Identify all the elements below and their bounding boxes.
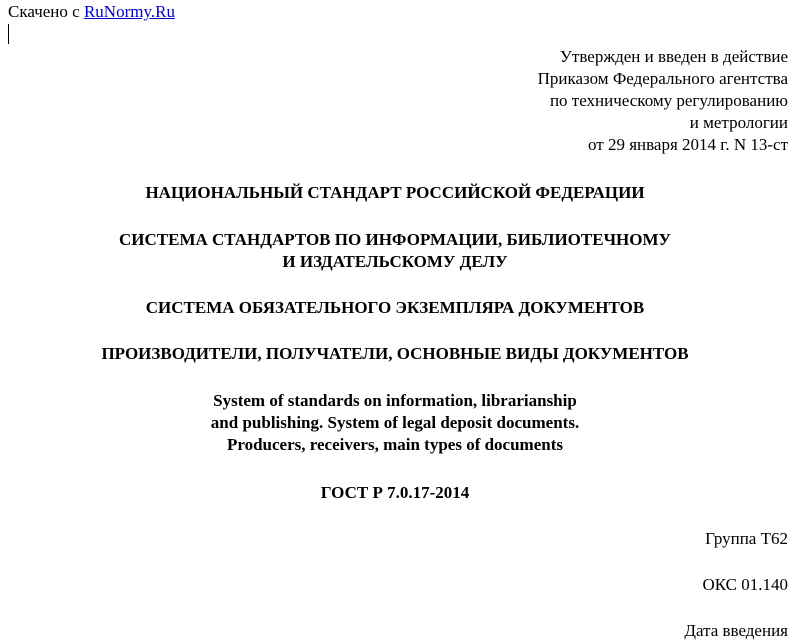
download-source-line bbox=[8, 2, 175, 22]
system-title-line: СИСТЕМА СТАНДАРТОВ ПО ИНФОРМАЦИИ, БИБЛИОТЕЧНОМУ bbox=[118, 230, 672, 249]
producers-text: ПРОИЗВОДИТЕЛИ, ПОЛУЧАТЕЛИ, ОСНОВНЫЕ ВИДЫ ДОКУМЕНТОВ bbox=[101, 344, 689, 363]
approval-line: по техническому регулированию bbox=[549, 91, 788, 110]
english-title-line: and publishing. System of legal deposit documents. bbox=[210, 413, 580, 432]
approval-line: Приказом Федерального агентства bbox=[537, 69, 788, 88]
intro-date-label: Дата введения bbox=[684, 621, 788, 640]
system-title-line: И ИЗДАТЕЛЬСКОМУ ДЕЛУ bbox=[282, 252, 508, 271]
english-title-line: System of standards on information, librarianship bbox=[213, 391, 577, 410]
approval-block bbox=[538, 46, 788, 156]
approval-line: и метрологии bbox=[689, 113, 788, 132]
site-link[interactable]: RuNormy.Ru bbox=[83, 2, 175, 21]
national-standard-text: НАЦИОНАЛЬНЫЙ СТАНДАРТ РОССИЙСКОЙ ФЕДЕРАЦИИ bbox=[145, 183, 645, 202]
legal-deposit-title bbox=[0, 297, 790, 319]
approval-line: от 29 января 2014 г. N 13-ст bbox=[587, 135, 788, 154]
english-title-line: Producers, receivers, main types of documents bbox=[226, 435, 563, 454]
group-code: Группа Т62 bbox=[705, 529, 788, 548]
producers-title bbox=[0, 343, 790, 365]
legal-deposit-text: СИСТЕМА ОБЯЗАТЕЛЬНОГО ЭКЗЕМПЛЯРА ДОКУМЕНТОВ bbox=[145, 298, 645, 317]
text-cursor bbox=[8, 24, 9, 44]
approval-line: Утвержден и введен в действие bbox=[559, 47, 788, 66]
national-standard-title bbox=[0, 182, 790, 204]
gost-number bbox=[0, 482, 790, 504]
oks-code: ОКС 01.140 bbox=[702, 575, 788, 594]
downloaded-prefix: Скачено с bbox=[8, 2, 80, 21]
system-title bbox=[0, 229, 790, 273]
english-title bbox=[0, 390, 790, 456]
gost-number-text: ГОСТ Р 7.0.17-2014 bbox=[320, 483, 470, 502]
